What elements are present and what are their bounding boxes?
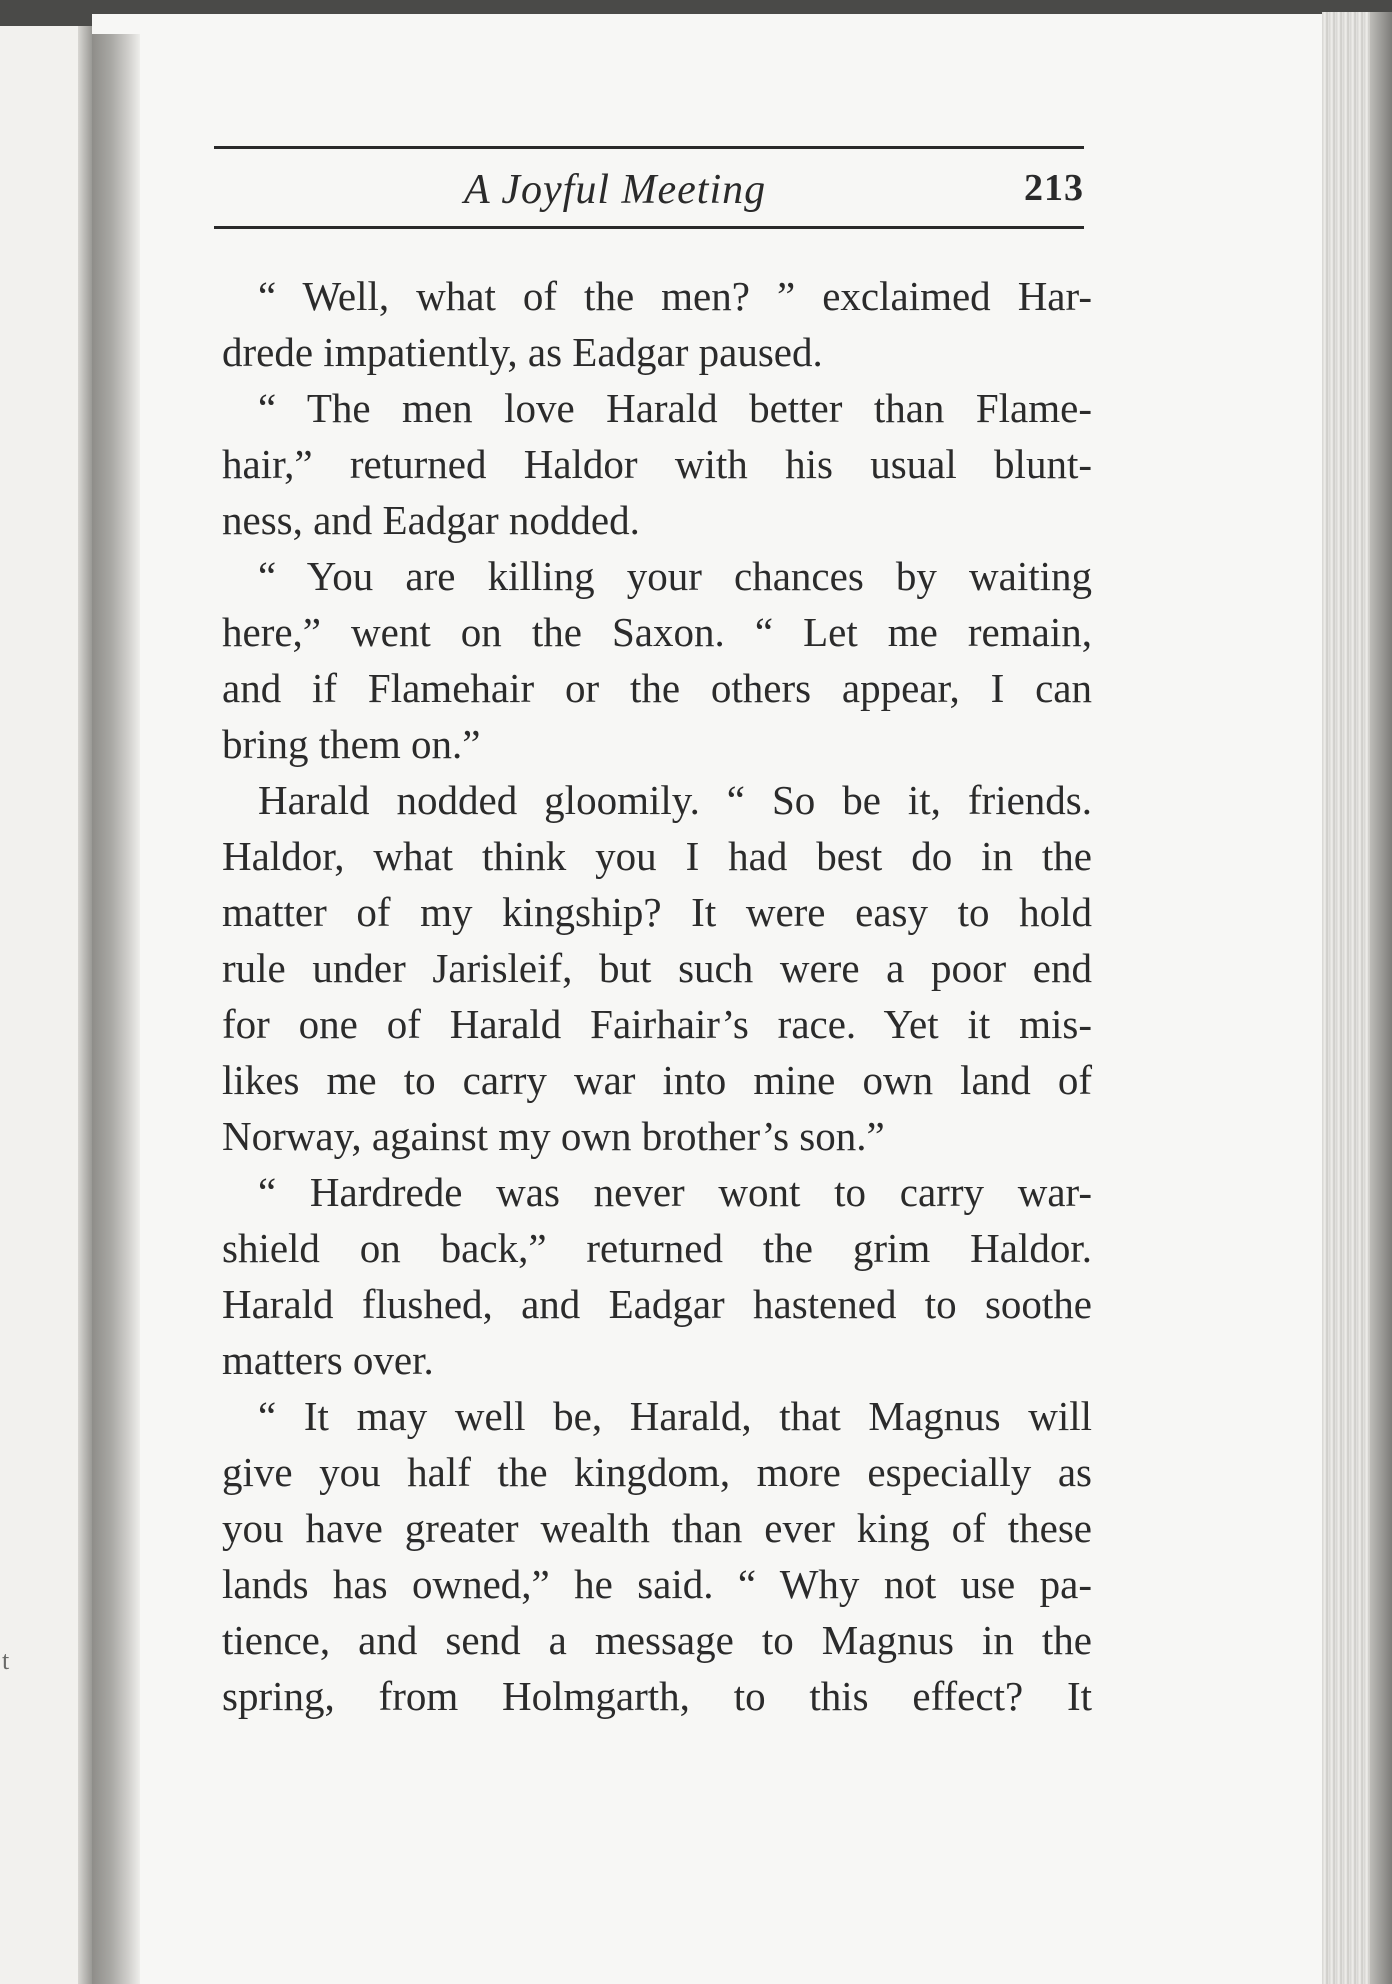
text-line: for one of Harald Fairhair’s race. Yet it mis- [222, 1001, 1092, 1047]
running-head: A Joyful Meeting [464, 167, 767, 213]
previous-page-gutter [78, 26, 92, 1984]
text-line: Harald flushed, and Eadgar hastened to soothe [222, 1281, 1092, 1327]
text-line: Haldor, what think you I had best do in the [222, 833, 1092, 879]
text-line: lands has owned,” he said. “ Why not use pa- [222, 1561, 1092, 1607]
text-line: ness, and Eadgar nodded. [222, 497, 640, 543]
previous-page-edge [0, 26, 92, 1984]
header-top-rule [214, 146, 1084, 149]
text-line: rule under Jarisleif, but such were a poor end [222, 945, 1092, 991]
text-line: Norway, against my own brother’s son.” [222, 1113, 885, 1159]
body-text [222, 268, 1092, 1724]
text-line: “ The men love Harald better than Flame- [258, 385, 1092, 431]
text-line: “ You are killing your chances by waiting [258, 553, 1092, 599]
text-line: likes me to carry war into mine own land of [222, 1057, 1092, 1103]
text-line: tience, and send a message to Magnus in the [222, 1617, 1092, 1663]
text-line: “ It may well be, Harald, that Magnus will [258, 1393, 1092, 1439]
text-line: bring them on.” [222, 721, 481, 767]
text-line: drede impatiently, as Eadgar paused. [222, 329, 823, 375]
text-line: hair,” returned Haldor with his usual blunt- [222, 441, 1092, 487]
text-line: you have greater wealth than ever king of these [222, 1505, 1092, 1551]
text-line: Harald nodded gloomily. “ So be it, friends. [258, 777, 1092, 823]
text-line: spring, from Holmgarth, to this effect? It [222, 1673, 1092, 1719]
text-line: give you half the kingdom, more especially as [222, 1449, 1092, 1495]
page-edge-shadow [1370, 12, 1392, 1984]
header-bottom-rule [214, 226, 1084, 229]
page-number: 213 [1024, 167, 1084, 209]
page-binding-shadow [92, 34, 140, 1984]
previous-page-letter: t [2, 1646, 10, 1675]
text-line: here,” went on the Saxon. “ Let me remain, [222, 609, 1092, 655]
text-line: “ Hardrede was never wont to carry war- [258, 1169, 1092, 1215]
text-line: and if Flamehair or the others appear, I can [222, 665, 1092, 711]
text-line: shield on back,” returned the grim Haldor. [222, 1225, 1092, 1271]
text-line: “ Well, what of the men? ” exclaimed Har- [258, 273, 1092, 319]
page-header [214, 146, 1084, 232]
text-line: matters over. [222, 1337, 434, 1383]
text-line: matter of my kingship? It were easy to hold [222, 889, 1092, 935]
stacked-page-edges [1322, 12, 1392, 1984]
